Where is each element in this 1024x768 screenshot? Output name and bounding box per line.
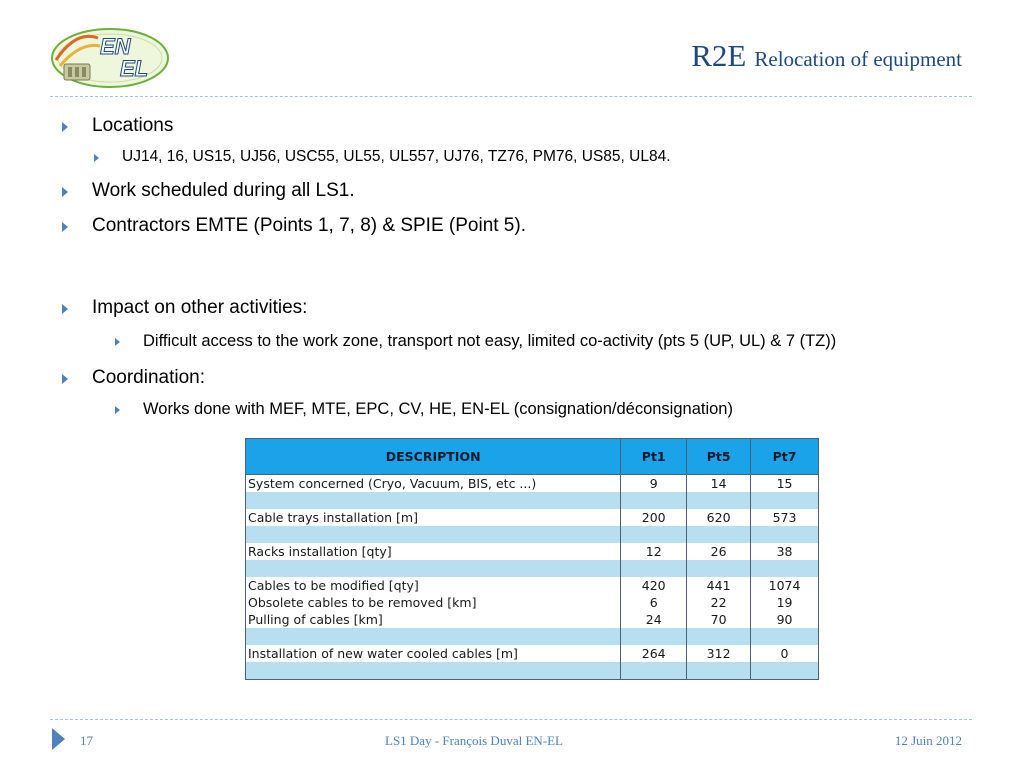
table-cell	[246, 662, 621, 680]
table-cell: 24	[621, 611, 687, 628]
bullet-text: Coordination:	[92, 367, 206, 388]
table-cell	[621, 526, 687, 543]
table-cell: System concerned (Cryo, Vacuum, BIS, etc ...)	[246, 475, 621, 493]
table-row	[246, 645, 819, 662]
table-cell: 38	[751, 543, 819, 560]
bullet-item	[92, 367, 205, 389]
bullet-text: Contractors EMTE (Points 1, 7, 8) & SPIE (Point 5).	[92, 215, 526, 236]
column-header-pt5: Pt5	[687, 439, 751, 475]
table-row	[246, 611, 819, 628]
table-cell	[751, 628, 819, 645]
bullet-arrow-icon	[115, 338, 120, 346]
table-cell: 620	[687, 509, 751, 526]
bullet-text: Work scheduled during all LS1.	[92, 180, 355, 201]
table-row	[246, 509, 819, 526]
footer-presenter: LS1 Day - François Duval EN-EL	[385, 733, 563, 748]
footer-triangle-icon	[52, 728, 65, 750]
logo-graphic	[46, 20, 172, 92]
table-row	[246, 492, 819, 509]
table-cell	[687, 526, 751, 543]
logo-text-en: EN	[100, 34, 131, 59]
table-cell	[246, 560, 621, 577]
logo-text-el: EL	[120, 56, 149, 81]
table-cell: 264	[621, 645, 687, 662]
bullet-item	[92, 297, 307, 319]
footer-divider	[50, 719, 972, 720]
table-row	[246, 662, 819, 680]
bullet-arrow-icon	[62, 122, 68, 132]
table-cell: Obsolete cables to be removed [km]	[246, 594, 621, 611]
bullet-arrow-icon	[94, 154, 99, 162]
table-cell	[751, 492, 819, 509]
slide-title	[691, 38, 962, 74]
bullet-arrow-icon	[62, 222, 68, 232]
table-cell: 441	[687, 577, 751, 594]
table-cell: 14	[687, 475, 751, 493]
table-row	[246, 560, 819, 577]
table-cell: 9	[621, 475, 687, 493]
table-cell: 15	[751, 475, 819, 493]
table-row	[246, 543, 819, 560]
table-cell	[687, 628, 751, 645]
table-cell	[687, 560, 751, 577]
page-number: 17	[80, 733, 93, 748]
bullet-item	[92, 115, 173, 137]
table-row	[246, 526, 819, 543]
table-cell: 26	[687, 543, 751, 560]
column-header-pt7: Pt7	[751, 439, 819, 475]
equipment-table	[245, 438, 819, 680]
table-cell	[621, 492, 687, 509]
table-cell: 1074	[751, 577, 819, 594]
table-cell: 420	[621, 577, 687, 594]
table-cell: Cables to be modified [qty]	[246, 577, 621, 594]
table-cell: Racks installation [qty]	[246, 543, 621, 560]
slide-title-main: R2E	[691, 38, 747, 73]
table-cell: 90	[751, 611, 819, 628]
table-cell: 6	[621, 594, 687, 611]
bullet-arrow-icon	[62, 304, 68, 314]
table-cell: 312	[687, 645, 751, 662]
table-cell	[621, 662, 687, 680]
header-divider	[50, 96, 972, 97]
table-cell	[246, 628, 621, 645]
sub-bullet-item	[122, 148, 671, 166]
table-cell	[687, 662, 751, 680]
table-cell: 12	[621, 543, 687, 560]
bullet-arrow-icon	[62, 374, 68, 384]
table-cell: 19	[751, 594, 819, 611]
bullet-text: UJ14, 16, US15, UJ56, USC55, UL55, UL557, UJ76, TZ76, PM76, US85, UL84.	[122, 148, 671, 165]
bullet-item	[92, 180, 355, 202]
table-cell: Pulling of cables [km]	[246, 611, 621, 628]
slide-title-subtitle: Relocation of equipment	[754, 47, 962, 71]
table-cell	[621, 628, 687, 645]
table-row	[246, 577, 819, 594]
table-row	[246, 628, 819, 645]
table-cell	[751, 662, 819, 680]
bullet-text: Locations	[92, 115, 174, 136]
sub-bullet-item	[143, 400, 733, 419]
table-cell: 573	[751, 509, 819, 526]
sub-bullet-item	[143, 332, 836, 351]
table-cell: 200	[621, 509, 687, 526]
table-cell	[246, 526, 621, 543]
table-cell: 70	[687, 611, 751, 628]
table-cell: 22	[687, 594, 751, 611]
table-cell	[751, 560, 819, 577]
bullet-text: Impact on other activities:	[92, 297, 308, 318]
column-header-pt1: Pt1	[621, 439, 687, 475]
table-row	[246, 594, 819, 611]
bullet-item	[92, 215, 526, 237]
table-cell	[687, 492, 751, 509]
bullet-arrow-icon	[115, 406, 120, 414]
table-cell: Installation of new water cooled cables [m]	[246, 645, 621, 662]
table-row	[246, 475, 819, 493]
en-el-logo	[46, 20, 172, 92]
table-cell	[751, 526, 819, 543]
table-cell	[621, 560, 687, 577]
table-cell: 0	[751, 645, 819, 662]
bullet-text: Difficult access to the work zone, transport not easy, limited co-activity (pts 5 (UP, UL) & 7 (TZ))	[143, 332, 837, 350]
table-cell	[246, 492, 621, 509]
table-header-row	[246, 439, 819, 475]
bullet-text: Works done with MEF, MTE, EPC, CV, HE, EN-EL (consignation/déconsignation)	[143, 400, 733, 418]
footer-date: 12 Juin 2012	[894, 733, 962, 748]
bullet-arrow-icon	[62, 187, 68, 197]
table-cell: Cable trays installation [m]	[246, 509, 621, 526]
column-header-description: DESCRIPTION	[246, 439, 621, 475]
